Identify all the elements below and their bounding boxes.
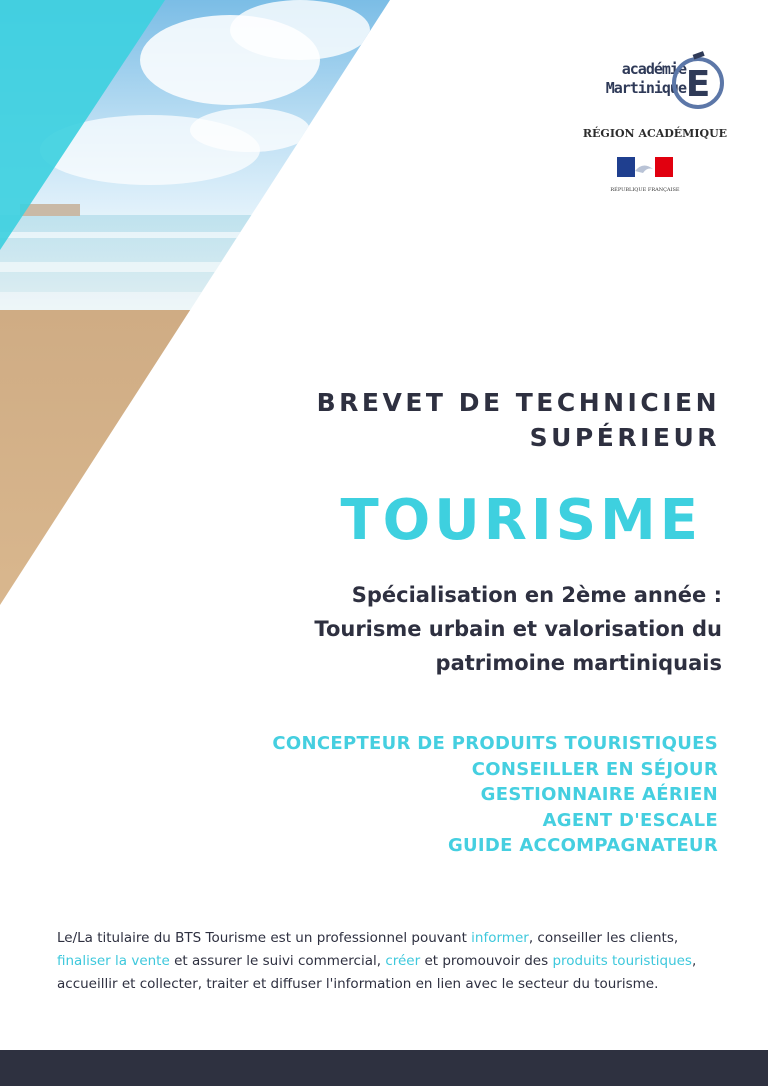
degree-title-line-2: SUPÉRIEUR	[529, 423, 720, 452]
job-item: GUIDE ACCOMPAGNATEUR	[447, 835, 718, 856]
svg-text:E: E	[685, 64, 711, 105]
highlight-finaliser-vente: finaliser la vente	[57, 952, 170, 969]
logo-line-martinique: Martinique	[605, 79, 686, 97]
job-item: AGENT D'ESCALE	[542, 809, 718, 831]
academie-e-emblem	[668, 50, 728, 110]
description-text: Le/La titulaire du BTS Tourisme est un professionnel pouvant	[57, 929, 472, 946]
degree-title-line-1: BREVET DE TECHNICIEN	[316, 388, 720, 417]
republique-francaise-label: RÉPUBLIQUE FRANÇAISE	[610, 187, 680, 193]
main-title: TOURISME	[340, 488, 702, 553]
highlight-produits-touristiques: produits touristiques	[552, 952, 692, 969]
specialisation-line-1: Spécialisation en 2ème année :	[351, 583, 722, 607]
highlight-informer: informer	[471, 929, 529, 946]
specialisation-block	[202, 578, 722, 680]
academie-logo	[560, 30, 750, 205]
region-academique-label: RÉGION ACADÉMIQUE	[582, 127, 728, 140]
description-text: , conseiller les clients,	[528, 929, 679, 946]
highlight-creer: créer	[385, 952, 421, 969]
job-item: GESTIONNAIRE AÉRIEN	[480, 784, 718, 805]
job-item: CONSEILLER EN SÉJOUR	[471, 758, 718, 780]
job-item: CONCEPTEUR DE PRODUITS TOURISTIQUES	[272, 733, 718, 754]
description-paragraph	[57, 927, 717, 996]
footer-bar	[0, 1050, 768, 1086]
specialisation-line-2: Tourisme urbain et valorisation du	[314, 617, 722, 641]
job-list	[198, 731, 718, 859]
logo-line-academie: académie	[621, 60, 686, 78]
degree-title	[240, 385, 720, 455]
description-text: et assurer le suivi commercial,	[169, 952, 386, 969]
description-text: et promouvoir des	[420, 952, 553, 969]
description-text: , accueillir et collecter, traiter et diffuser l'information en lien avec le secteur du tourisme.	[57, 952, 697, 992]
specialisation-line-3: patrimoine martiniquais	[435, 651, 722, 675]
